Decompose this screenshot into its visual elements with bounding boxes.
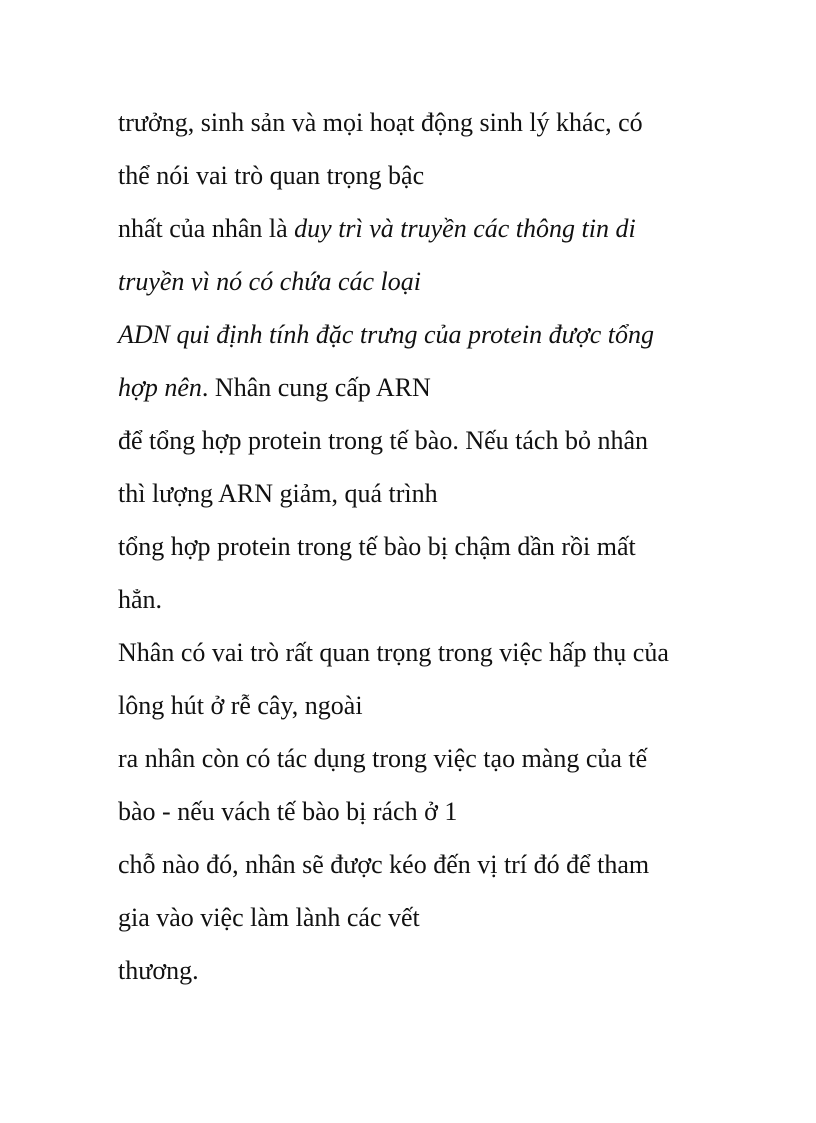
text-line <box>118 785 758 838</box>
document-body <box>118 96 758 997</box>
text-line <box>118 202 758 255</box>
text-segment: trưởng, sinh sản và mọi hoạt động sinh lý khác, có <box>118 108 643 137</box>
italic-text: hợp nên <box>118 373 202 402</box>
italic-text: truyền vì nó có chứa các loại <box>118 267 421 296</box>
text-line <box>118 361 758 414</box>
paragraph <box>118 520 758 626</box>
text-line <box>118 255 758 308</box>
text-segment: thương. <box>118 956 199 985</box>
text-line <box>118 149 758 202</box>
text-line <box>118 573 758 626</box>
text-line <box>118 944 758 997</box>
text-line <box>118 891 758 944</box>
paragraph <box>118 414 758 520</box>
text-line <box>118 838 758 891</box>
text-line <box>118 467 758 520</box>
text-segment: Nhân có vai trò rất quan trọng trong việc hấp thụ của <box>118 638 669 667</box>
paragraph <box>118 732 758 838</box>
paragraph <box>118 838 758 944</box>
text-line <box>118 308 758 361</box>
text-segment: tổng hợp protein trong tế bào bị chậm dần rồi mất <box>118 532 636 561</box>
text-segment: . Nhân cung cấp ARN <box>201 373 431 402</box>
text-line <box>118 679 758 732</box>
paragraph <box>118 96 758 202</box>
italic-text: duy trì và truyền các thông tin di <box>294 214 636 243</box>
text-segment: lông hút ở rễ cây, ngoài <box>118 691 363 720</box>
text-segment: thể nói vai trò quan trọng bậc <box>118 161 425 190</box>
text-line <box>118 626 758 679</box>
text-segment: chỗ nào đó, nhân sẽ được kéo đến vị trí đó để tham <box>118 850 650 879</box>
text-line <box>118 520 758 573</box>
text-line <box>118 96 758 149</box>
paragraph <box>118 626 758 732</box>
paragraph <box>118 202 758 308</box>
text-segment: để tổng hợp protein trong tế bào. Nếu tách bỏ nhân <box>118 426 649 455</box>
text-segment: hẳn. <box>118 585 163 614</box>
text-line <box>118 732 758 785</box>
text-line <box>118 414 758 467</box>
text-segment: bào - nếu vách tế bào bị rách ở 1 <box>118 797 458 826</box>
text-segment: thì lượng ARN giảm, quá trình <box>118 479 438 508</box>
text-segment: nhất của nhân là <box>118 214 295 243</box>
paragraph <box>118 944 758 997</box>
text-segment: gia vào việc làm lành các vết <box>118 903 420 932</box>
paragraph <box>118 308 758 414</box>
italic-text: ADN qui định tính đặc trưng của protein được tổng <box>118 320 654 349</box>
text-segment: ra nhân còn có tác dụng trong việc tạo màng của tế <box>118 744 648 773</box>
